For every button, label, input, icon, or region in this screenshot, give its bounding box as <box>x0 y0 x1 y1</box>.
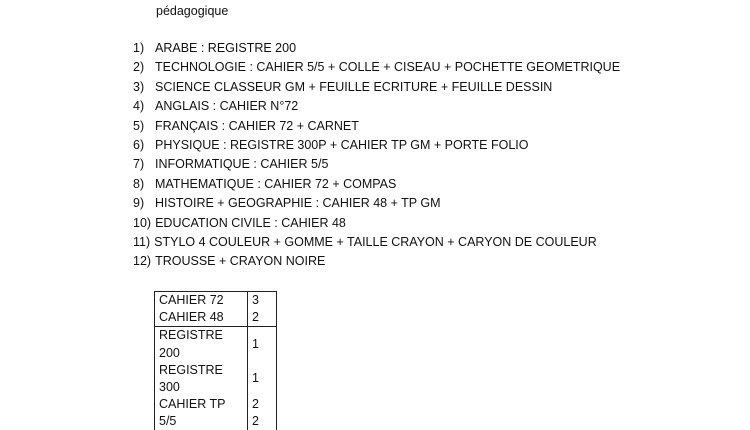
list-item <box>133 39 620 58</box>
item-text: TROUSSE + CRAYON NOIRE <box>155 254 326 269</box>
table-group-cahiers <box>155 292 277 327</box>
item-text: MATHEMATIQUE : CAHIER 72 + COMPAS <box>155 176 397 191</box>
list-item <box>133 233 620 252</box>
item-number: 2) <box>133 60 145 75</box>
table-row <box>155 396 277 413</box>
table-row <box>155 362 277 396</box>
list-item <box>133 194 620 213</box>
table-cell-count: 1 <box>248 362 277 396</box>
item-number: 7) <box>133 157 145 172</box>
table-cell-label: REGISTRE 200 <box>159 328 223 360</box>
item-number: 5) <box>133 118 145 133</box>
table-cell-label: CAHIER TP <box>159 397 226 412</box>
item-number: 6) <box>133 137 145 152</box>
item-text: SCIENCE CLASSEUR GM + FEUILLE ECRITURE + FEUILLE DESSIN <box>155 79 553 94</box>
item-number: 12) <box>133 254 152 269</box>
table-cell-label: REGISTRE 300 <box>159 362 223 395</box>
item-number: 4) <box>133 99 145 114</box>
item-text: HISTOIRE + GEOGRAPHIE : CAHIER 48 + TP GM <box>155 196 441 211</box>
item-number: 10) <box>133 215 152 230</box>
page-heading: pédagogique <box>156 4 229 18</box>
table-cell-count: 2 <box>248 413 277 430</box>
quantity-table <box>154 291 277 430</box>
table-cell-count: 2 <box>248 396 277 413</box>
item-text: ANGLAIS : CAHIER N°72 <box>155 99 299 114</box>
item-number: 9) <box>133 196 145 211</box>
table-cell-label: CAHIER 72 <box>159 293 224 307</box>
list-item <box>133 214 620 233</box>
table-row <box>155 327 277 362</box>
item-number: 11) <box>133 234 151 249</box>
table-cell-count: 3 <box>248 292 277 310</box>
table-cell-label: CAHIER 48 <box>159 310 224 325</box>
list-item <box>133 155 620 174</box>
table-row <box>155 292 277 310</box>
supply-list <box>133 39 620 272</box>
item-text: PHYSIQUE : REGISTRE 300P + CAHIER TP GM + PORTE FOLIO <box>155 137 529 152</box>
item-text: ARABE : REGISTRE 200 <box>155 41 297 55</box>
item-number: 3) <box>133 79 145 94</box>
item-number: 8) <box>133 176 145 191</box>
table-cell-label: 5/5 <box>159 414 177 429</box>
table-group-registres <box>155 327 277 430</box>
table-cell-count: 1 <box>248 327 277 362</box>
item-number: 1) <box>133 41 145 55</box>
item-text: EDUCATION CIVILE : CAHIER 48 <box>155 215 346 230</box>
item-text: INFORMATIQUE : CAHIER 5/5 <box>155 157 329 172</box>
item-text: TECHNOLOGIE : CAHIER 5/5 + COLLE + CISEAU + POCHETTE GEOMETRIQUE <box>155 60 621 75</box>
list-item <box>133 252 620 271</box>
list-item <box>133 175 620 194</box>
item-text: STYLO 4 COULEUR + GOMME + TAILLE CRAYON + CARYON DE COULEUR <box>154 234 597 249</box>
table-row <box>155 309 277 327</box>
item-text: FRANÇAIS : CAHIER 72 + CARNET <box>155 118 359 133</box>
table-cell-count: 2 <box>248 309 277 327</box>
list-item <box>133 97 620 116</box>
list-item <box>133 117 620 136</box>
table-row <box>155 413 277 430</box>
list-item <box>133 136 620 155</box>
list-item <box>133 58 620 77</box>
list-item <box>133 78 620 97</box>
